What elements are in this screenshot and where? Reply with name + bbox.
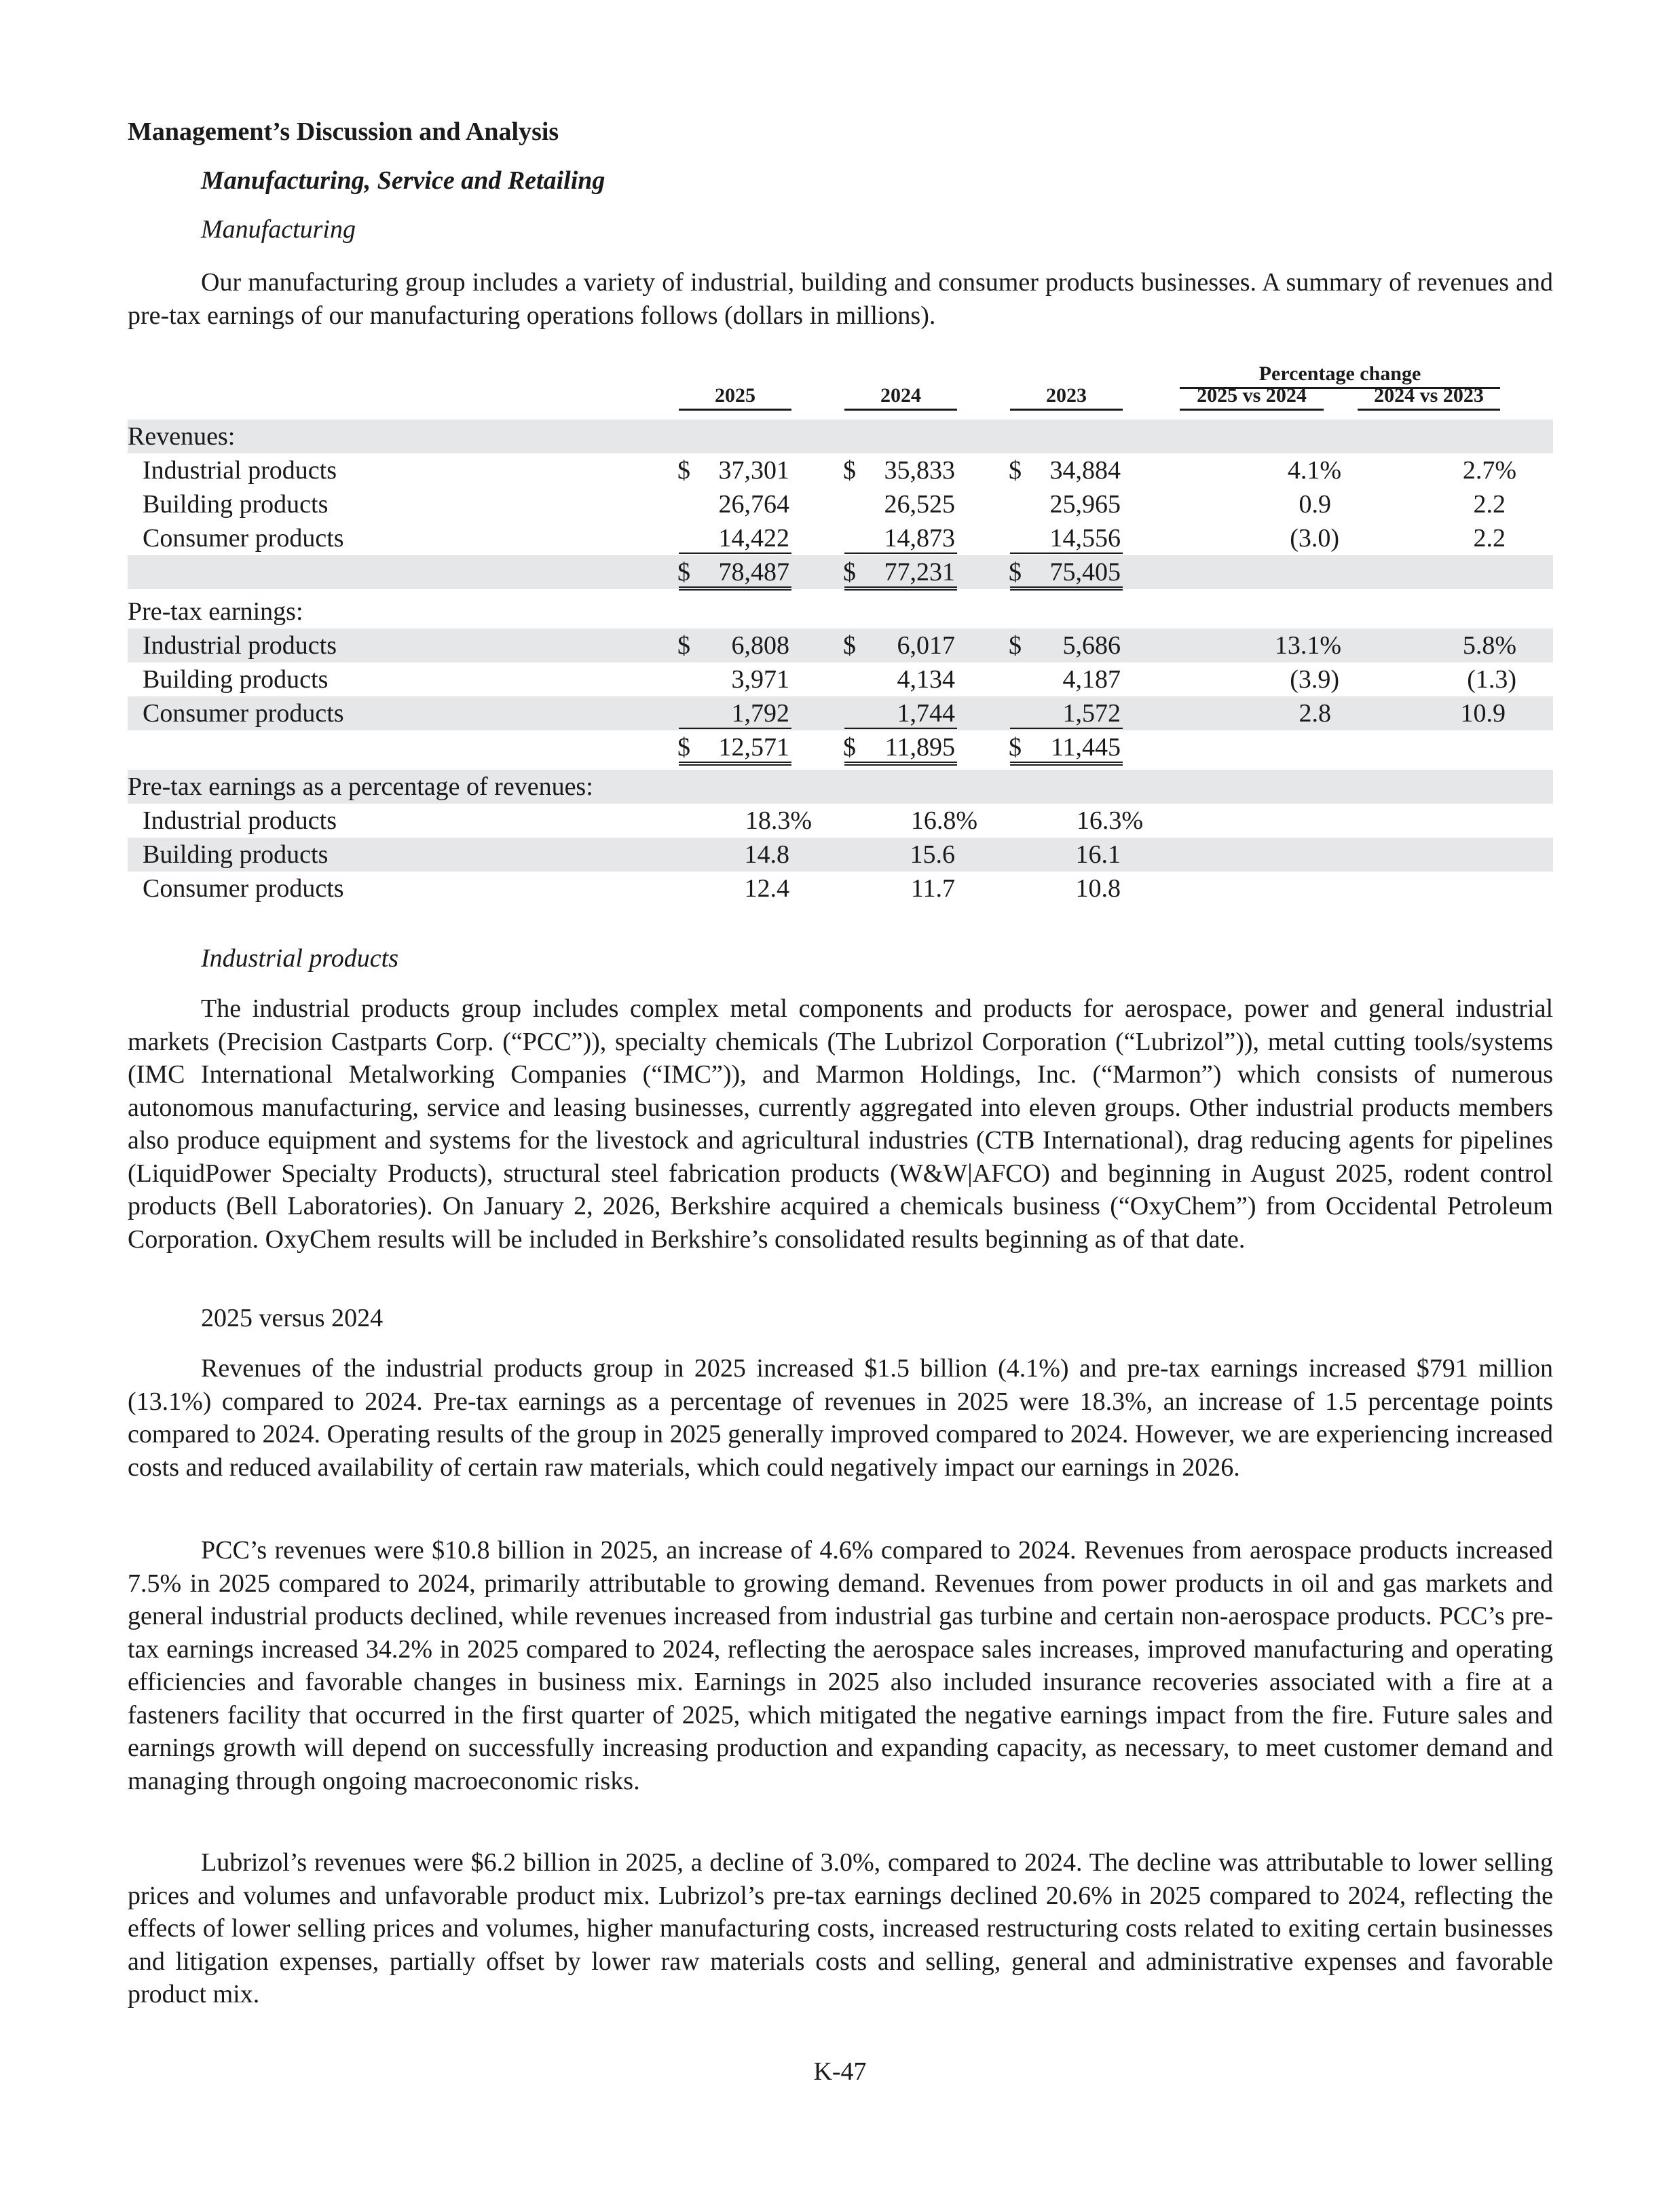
industrial-products-title: Industrial products xyxy=(201,944,398,973)
industrial-paragraph: The industrial products group includes complex metal components and products for aerospace, power and general industrial markets (Precision Castparts Corp. (“PCC”)), specialty chemicals (The Lubrizol Corporation (“Lubrizol”)), metal cutting tools/systems (IMC International Metalworking Companies (“IMC”)), and Marmon Holdings, Inc. (“Marmon”) which consists of numerous autonomous manufacturing, service and leasing businesses, currently aggregated into eleven groups. Other industrial products members also produce equipment and systems for the livestock and agricultural industries (CTB International), drag reducing agents for pipelines (LiquidPower Specialty Products), structural steel fabrication products (W&W|AFCO) and beginning in August 2025, rodent control products (Bell Laboratories). On January 2, 2026, Berkshire acquired a chemicals business (“OxyChem”) from Occidental Petroleum Corporation. OxyChem results will be included in Berkshire’s consolidated results beginning as of that date. xyxy=(128,994,1553,1254)
table-section-label: Pre-tax earnings as a percentage of revenues: xyxy=(128,770,1553,804)
table-total-row: $ 78,487 $ 77,231 $ 75,405 xyxy=(128,555,1553,589)
pcc-paragraph: PCC’s revenues were $10.8 billion in 2025, an increase of 4.6% compared to 2024. Revenues from aerospace products increased 7.5% in 2025 compared to 2024, primarily attributable to growing demand. Revenues from power products in oil and gas markets and general industrial products declined, while revenues increased from industrial gas turbine and certain non-aerospace products. PCC’s pre-tax earnings increased 34.2% in 2025 compared to 2024, reflecting the aerospace sales increases, improved manufacturing and operating efficiencies and favorable changes in business mix. Earnings in 2025 also included insurance recoveries associated with a fire at a fasteners facility that occurred in the first quarter of 2025, which mitigated the negative earnings impact from the fire. Future sales and earnings growth will depend on successfully increasing production and expanding capacity, as necessary, to meet customer demand and managing through ongoing macroeconomic risks. xyxy=(128,1536,1553,1795)
table-section-label: Pre-tax earnings: xyxy=(128,597,303,626)
page-number: K-47 xyxy=(813,2057,867,2086)
table-row: Building products 14.8 15.6 16.1 xyxy=(128,838,1553,872)
page-heading: Management’s Discussion and Analysis xyxy=(128,117,559,146)
comparison-title: 2025 versus 2024 xyxy=(201,1304,384,1332)
pct-change-header: Percentage change xyxy=(1180,362,1500,389)
table-row: Consumer products 14,422 14,873 14,556 (3.0) 2.2 xyxy=(143,524,1506,553)
table-row: Building products 3,971 4,134 4,187 (3.9) (1.3) xyxy=(143,665,1516,694)
table-row: Consumer products 1,792 1,744 1,572 2.8 10.9 xyxy=(128,696,1553,730)
col-header-2024: 2024 xyxy=(844,384,957,411)
col-header-2025: 2025 xyxy=(679,384,791,411)
intro-paragraph: Our manufacturing group includes a variety of industrial, building and consumer products businesses. A summary of revenues and pre-tax earnings of our manufacturing operations follows (dollars in millions). xyxy=(128,268,1553,330)
financial-table xyxy=(128,360,1553,923)
col-header-2025-vs-2024: 2025 vs 2024 xyxy=(1180,384,1324,411)
table-row: Building products 26,764 26,525 25,965 0.9 2.2 xyxy=(143,490,1506,519)
revenues-paragraph: Revenues of the industrial products group in 2025 increased $1.5 billion (4.1%) and pre-tax earnings increased $791 million (13.1%) compared to 2024. Pre-tax earnings as a percentage of revenues in 2025 were 18.3%, an increase of 1.5 percentage points compared to 2024. Operating results of the group in 2025 generally improved compared to 2024. However, we are experiencing increased costs and reduced availability of certain raw materials, which could negatively impact our earnings in 2026. xyxy=(128,1354,1553,1482)
table-row: Consumer products 12.4 11.7 10.8 xyxy=(143,874,1121,903)
col-header-2023: 2023 xyxy=(1010,384,1123,411)
table-total-row: $ 12,571 $ 11,895 $ 11,445 xyxy=(677,733,1121,762)
table-row: Industrial products 18.3% 16.8% 16.3% xyxy=(143,806,1143,835)
table-section-label: Revenues: xyxy=(128,419,1553,453)
lubrizol-paragraph: Lubrizol’s revenues were $6.2 billion in 2025, a decline of 3.0%, compared to 2024. The decline was attributable to lower selling prices and volumes and unfavorable product mix. Lubrizol’s pre-tax earnings declined 20.6% in 2025 compared to 2024, reflecting the effects of lower selling prices and volumes, higher manufacturing costs, increased restructuring costs related to exiting certain businesses and litigation expenses, partially offset by lower raw materials costs and selling, general and administrative expenses and favorable product mix. xyxy=(128,1848,1553,2008)
table-row: Industrial products $ 6,808 $ 6,017 $ 5,686 13.1% 5.8% xyxy=(128,629,1553,662)
col-header-2024-vs-2023: 2024 vs 2023 xyxy=(1358,384,1500,411)
subsection-title: Manufacturing xyxy=(201,215,356,244)
table-row: Industrial products $ 37,301 $ 35,833 $ 34,884 4.1% 2.7% xyxy=(143,456,1516,485)
section-title: Manufacturing, Service and Retailing xyxy=(201,166,605,195)
